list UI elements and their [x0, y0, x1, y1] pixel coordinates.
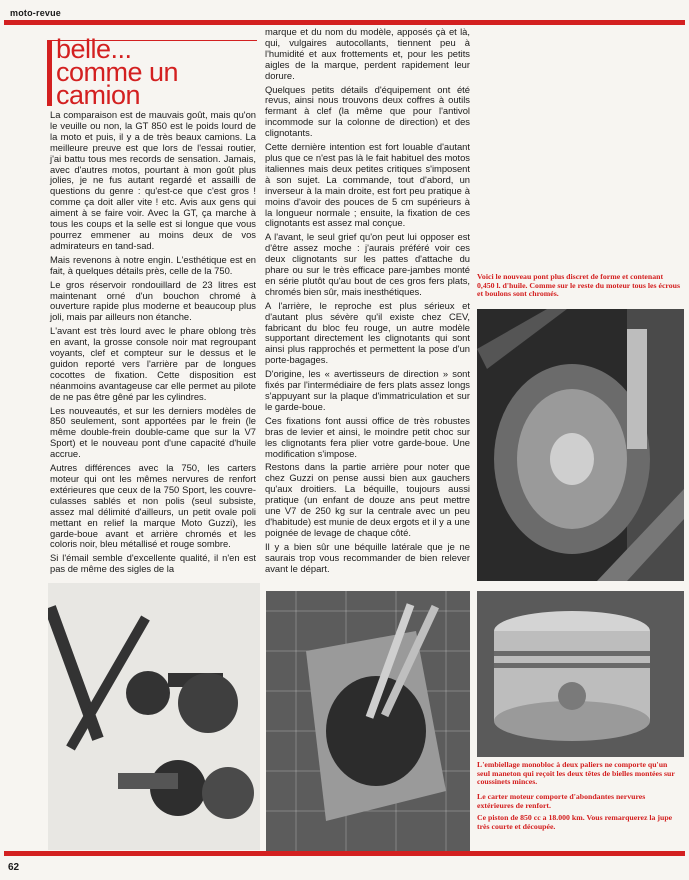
headline-line-2: comme un	[56, 57, 179, 87]
col1-paragraph-2: Mais revenons à notre engin. L'esthétique est en fait, à quelques détails près, celle de la 750.	[50, 253, 256, 276]
col2-paragraph-3: Cette dernière intention est fort louable d'autant plus que ce n'est pas là le fait habituel des motos italiennes mais deux petites critiques s'imposent à son sujet. La commande, tout d'abord, un inverseur à la main droite, est fort peu pratique à moins d'avoir des pouces de 5 cm supérieurs à la longueur normale ; ensuite, la fixation de ces clignotants est assez mal conçue.	[265, 141, 470, 229]
col2-paragraph-1: marque et du nom du modèle, apposés çà et là, qui, vulgaires autocollants, tiennent peu à l'humidité et aux frottements et, pour les petits aigles de la marque, perdent rapidement leur dorure.	[265, 26, 470, 81]
bottom-red-rule	[4, 851, 685, 856]
caption-piston: Ce piston de 850 cc a 18.000 km. Vous remarquerez la jupe très courte et découpée.	[477, 813, 673, 831]
col1-paragraph-1: La comparaison est de mauvais goût, mais qu'on le veuille ou non, la GT 850 est le poids lourd de la moto et puis, il y a de très beaux camions. La meilleure preuve est que lors de l'essai routier, j'ai battu tous mes records de sensation. Jamais, avec d'autres motos, pourtant à mon goût plus jolies, je ne fus autant regardé et assailli de questions du genre : qu'est-ce que c'est gros ! comme ça doit aller vite ! etc. Avis aux gens qui aiment à se faire voir. Avec la GT, ça marche à tous les coups et la selle est si longue que vous pourrez emmener au moins deux de vos admirateurs en tand-sad.	[50, 109, 256, 251]
header-label: moto-revue	[10, 8, 62, 18]
article-column-1	[50, 110, 256, 578]
caption-embiellage: L'embiellage monobloc à deux paliers ne comporte qu'un seul maneton qui reçoit les deux têtes de bielles montées sur coussinets minces.	[477, 760, 675, 787]
headline-line-3: camion	[56, 80, 141, 110]
col1-paragraph-5: Les nouveautés, et sur les derniers modèles de 850 seulement, sont apportées par le frein (le même double-frein double-came que sur la V7 Sport) et le nouveau pont d'une capacité d'huile accrue.	[50, 404, 256, 460]
top-red-rule	[4, 20, 685, 25]
photo-engine-casing	[266, 591, 470, 851]
caption-pont: Voici le nouveau pont plus discret de forme et contenant 0,450 l. d'huile. Comme sur le reste du moteur tous les écrous et boulons sont chromés.	[477, 272, 681, 299]
col2-paragraph-2: Quelques petits détails d'équipement ont été revus, ainsi nous trouvons deux coffres à outils fermant à clef (la même que pour l'antivol incommode sur la colonne de direction) et des clignotants.	[265, 83, 470, 139]
photo-rear-hub	[477, 309, 684, 581]
page-number: 62	[8, 862, 20, 873]
caption-carter: Le carter moteur comporte d'abondantes nervures extérieures de renfort.	[477, 792, 646, 810]
headline	[56, 34, 256, 110]
col2-paragraph-6: D'origine, les « avertisseurs de direction » sont fixés par l'intermédiaire de fers plats assez longs s'appuyant sur la plaque d'immatriculation et sur le garde-boue.	[265, 368, 470, 412]
headline-line-1: belle...	[56, 34, 132, 64]
col1-paragraph-4: L'avant est très lourd avec le phare oblong très en avant, la grosse console noir mat regroupant voyants, clef et compteur sur le dessus et le guidon reporté vers l'arrière par de longues cocottes de fixation. Cette disposition est néanmoins avantageuse car elle permet au pilote de ne pas être gêné par les cylindres.	[50, 325, 256, 402]
col1-paragraph-3: Le gros réservoir rondouillard de 23 litres est maintenant orné d'un bouchon chromé à ouverture rapide plus moderne et beaucoup plus joli, mais par ailleurs non étanche.	[50, 278, 256, 323]
col2-paragraph-8: Restons dans la partie arrière pour noter que chez Guzzi on pense aussi bien aux gauchers qu'aux droitiers. La béquille, toujours aussi pratique (un enfant de douze ans peut mettre une V7 de 250 kg sur la centrale avec un peu d'habitude) est munie de deux ergots et il y a une poignée de levage de chaque côté.	[265, 461, 470, 538]
col2-paragraph-9: Il y a bien sûr une béquille latérale que je ne saurais trop vous recommander de bien relever avant le départ.	[265, 540, 470, 574]
col1-paragraph-7: Si l'émail semble d'excellente qualité, il n'en est pas de même des sigles de la	[50, 552, 256, 575]
col2-paragraph-4: A l'avant, le seul grief qu'on peut lui opposer est d'être assez moche : j'aurais préféré voir ces deux clignotants sur les pattes d'attache du phare ou sur le très efficace pare-jambes monté en série plutôt qu'au bout de ces gros fers plats, chromés bien sûr, mais inesthétiques.	[265, 231, 470, 297]
photo-piston	[477, 591, 684, 757]
col1-paragraph-6: Autres différences avec la 750, les carters moteur qui ont les mêmes nervures de renfort extérieures que ceux de la 750 Sport, les couvre-culasses sablés et non polis (seul subsiste, assez mal délimité d'ailleurs, un petit ovale poli mettant en relief la marque Moto Guzzi), les garde-boue avant et arrière chromés et les coloris noir, bleu métallisé et rouge sombre.	[50, 462, 256, 550]
col2-paragraph-7: Ces fixations font aussi office de très robustes bras de levier et ainsi, le moindre petit choc sur les clignotants fera plier votre garde-boue. Une modification s'impose.	[265, 414, 470, 459]
col2-paragraph-5: A l'arrière, le reproche est plus sérieux et d'autant plus sévère qu'il existe chez CEV, fabricant du bloc feu rouge, un autre modèle supportant directement les clignotants qui sont ainsi plus rapprochés et permettent la pose d'un porte-bagages.	[265, 299, 470, 366]
photo-crankshafts	[48, 583, 260, 850]
article-column-2	[265, 27, 470, 578]
